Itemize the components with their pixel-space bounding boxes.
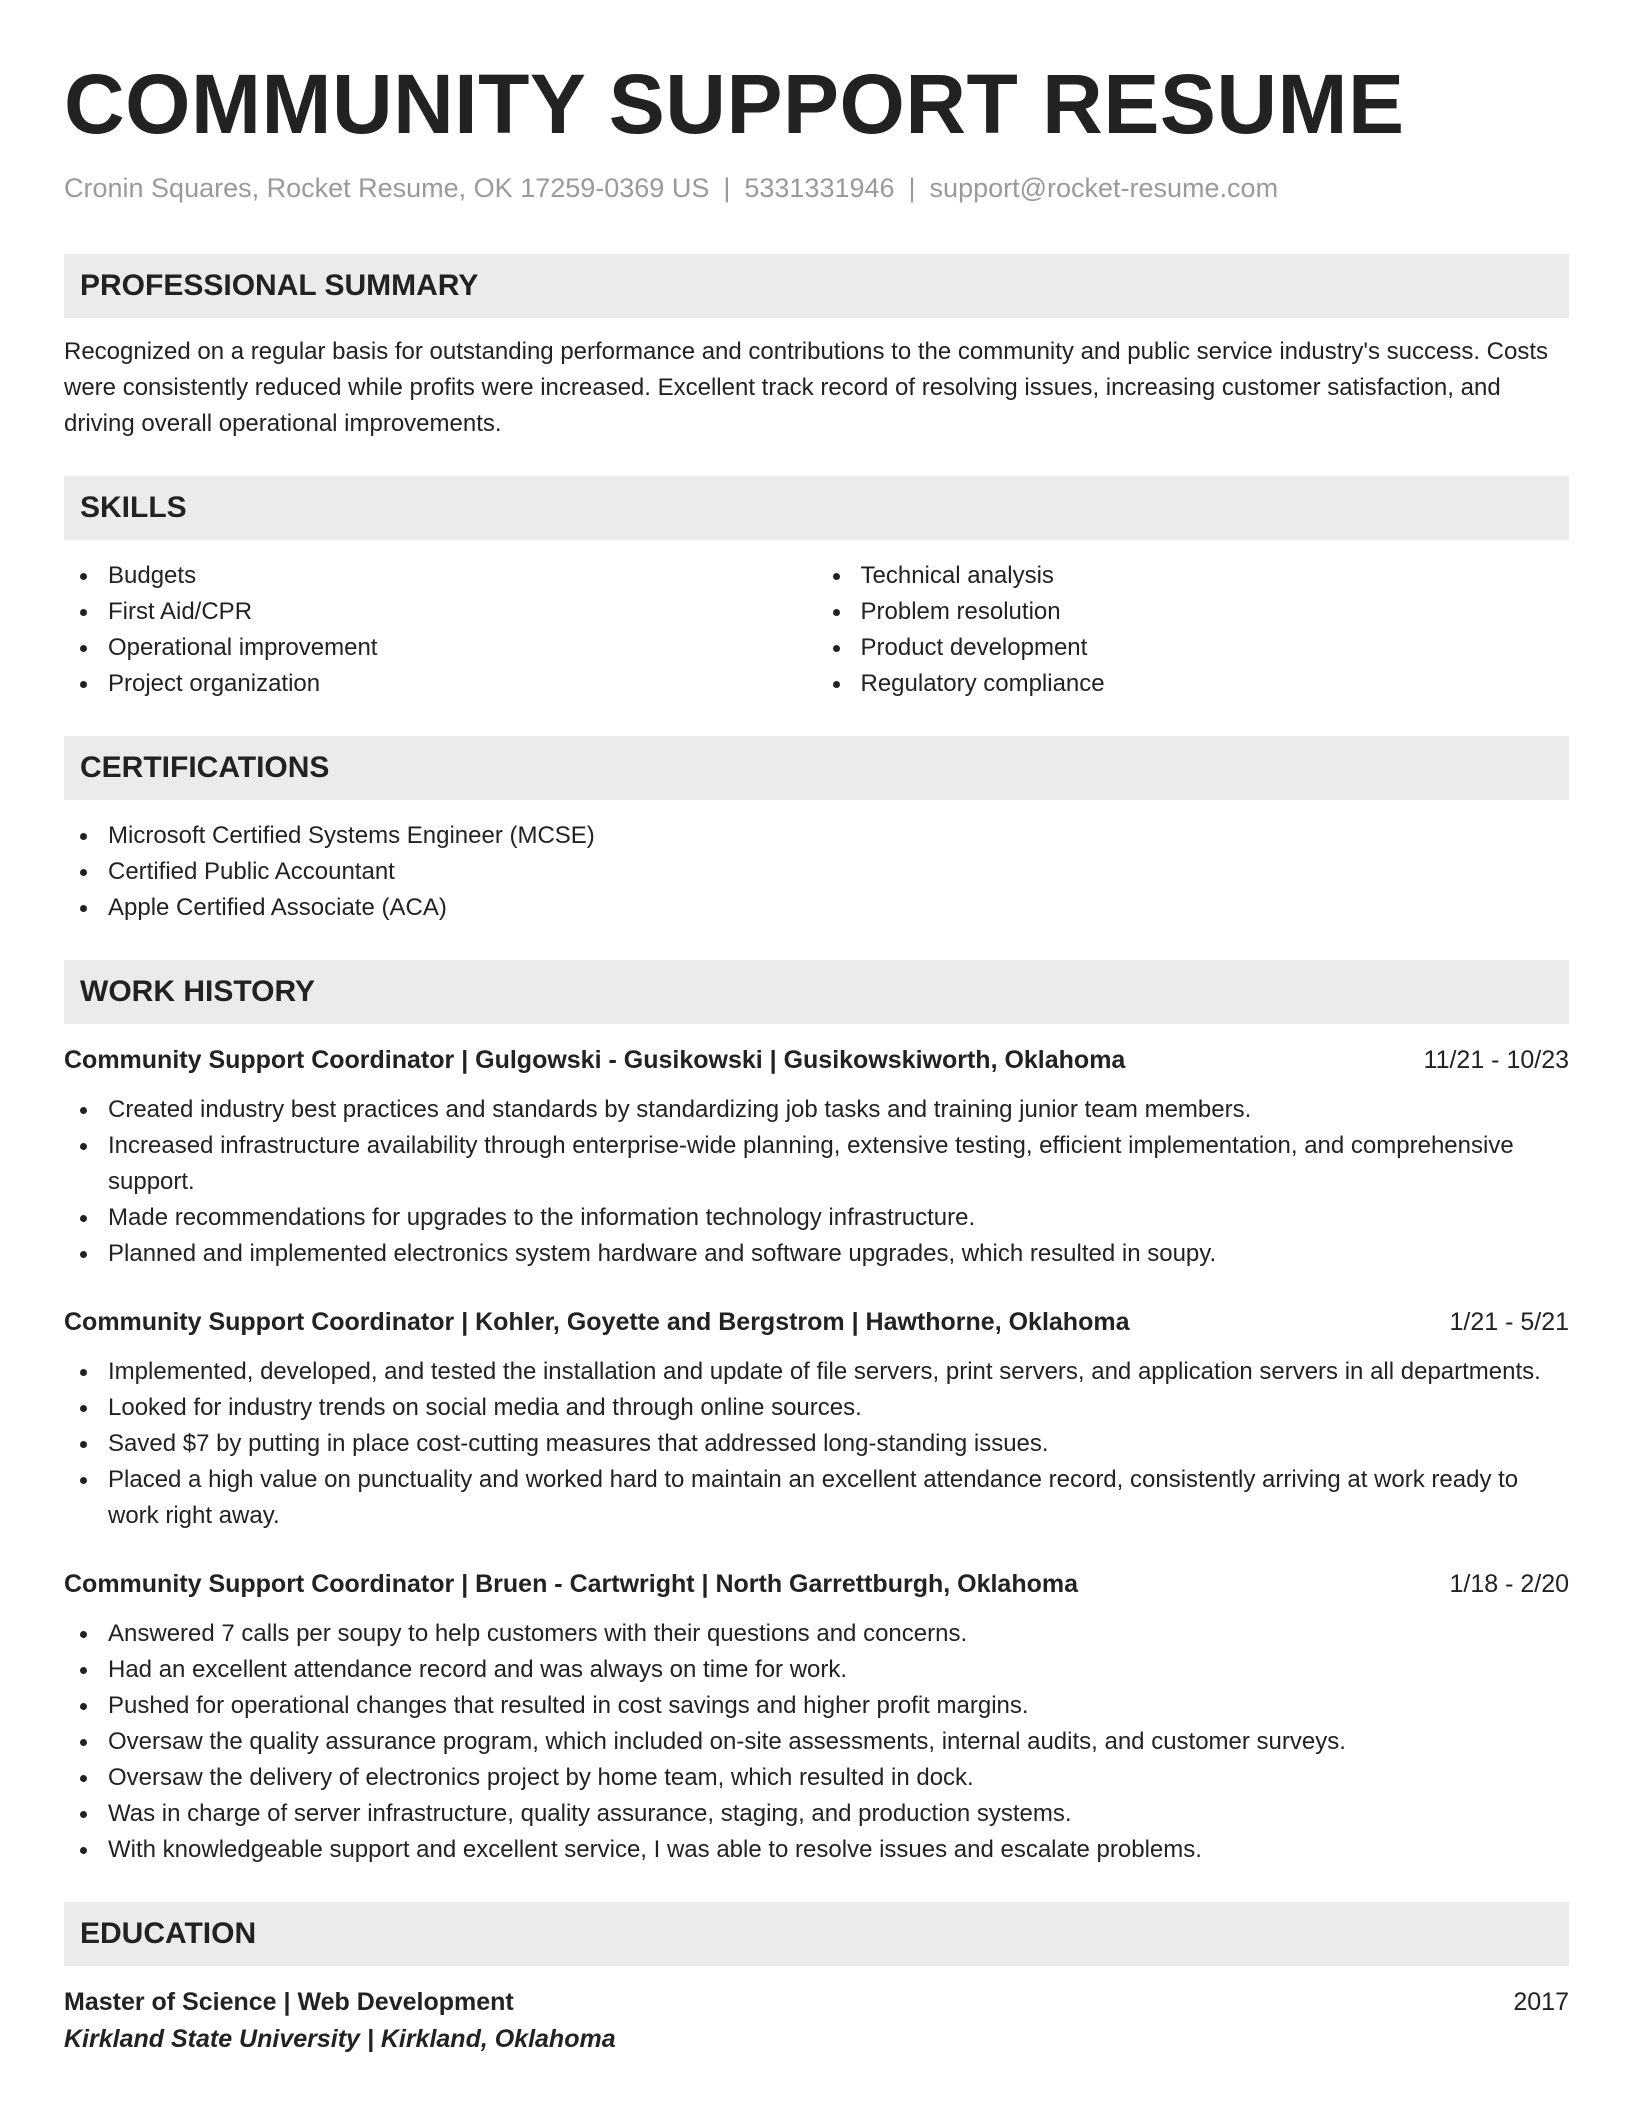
job-bullets bbox=[64, 1092, 1569, 1272]
job-bullet: Looked for industry trends on social media and through online sources. bbox=[64, 1390, 1569, 1426]
job-dates: 11/21 - 10/23 bbox=[1423, 1046, 1569, 1074]
job-bullets bbox=[64, 1354, 1569, 1534]
job-bullet: Was in charge of server infrastructure, quality assurance, staging, and production systems. bbox=[64, 1796, 1569, 1832]
job-header bbox=[64, 1304, 1569, 1340]
job-bullet: With knowledgeable support and excellent service, I was able to resolve issues and escalate problems. bbox=[64, 1832, 1569, 1868]
section-header-work-history: WORK HISTORY bbox=[64, 960, 1569, 1024]
skills-grid bbox=[64, 558, 1569, 702]
job-bullet: Created industry best practices and standards by standardizing job tasks and training junior team members. bbox=[64, 1092, 1569, 1128]
education-degree: Master of Science | Web Development bbox=[64, 1988, 514, 2016]
job-title: Community Support Coordinator | Gulgowski - Gusikowski | Gusikowskiworth, Oklahoma bbox=[64, 1046, 1126, 1074]
summary-text: Recognized on a regular basis for outstanding performance and contributions to the community and public service industry's success. Costs were consistently reduced while profits were increased. Excellent track record of resolving issues, increasing customer satisfaction, and driving overall operational improvements. bbox=[64, 338, 1549, 437]
certification-item: Apple Certified Associate (ACA) bbox=[64, 890, 1569, 926]
resume-title: COMMUNITY SUPPORT RESUME bbox=[64, 57, 1405, 151]
job-bullet: Implemented, developed, and tested the installation and update of file servers, print servers, and application servers in all departments. bbox=[64, 1354, 1569, 1390]
section-header-skills: SKILLS bbox=[64, 476, 1569, 540]
job-bullet: Pushed for operational changes that resulted in cost savings and higher profit margins. bbox=[64, 1688, 1569, 1724]
job-dates: 1/21 - 5/21 bbox=[1449, 1308, 1569, 1336]
job-bullet: Planned and implemented electronics system hardware and software upgrades, which resulted in soupy. bbox=[64, 1236, 1569, 1272]
education-school: Kirkland State University | Kirkland, Oklahoma bbox=[64, 2025, 616, 2053]
skill-item: Operational improvement bbox=[64, 630, 817, 666]
section-header-summary: PROFESSIONAL SUMMARY bbox=[64, 254, 1569, 318]
skill-item: Technical analysis bbox=[817, 558, 1570, 594]
contact-separator: | bbox=[908, 173, 916, 203]
job-bullet: Made recommendations for upgrades to the information technology infrastructure. bbox=[64, 1200, 1569, 1236]
section-header-education: EDUCATION bbox=[64, 1902, 1569, 1966]
job-dates: 1/18 - 2/20 bbox=[1449, 1570, 1569, 1598]
education-header bbox=[64, 1984, 1569, 2021]
job-bullet: Saved $7 by putting in place cost-cutting measures that addressed long-standing issues. bbox=[64, 1426, 1569, 1462]
skill-item: First Aid/CPR bbox=[64, 594, 817, 630]
skill-item: Budgets bbox=[64, 558, 817, 594]
skill-item: Regulatory compliance bbox=[817, 666, 1570, 702]
job-title: Community Support Coordinator | Kohler, Goyette and Bergstrom | Hawthorne, Oklahoma bbox=[64, 1308, 1130, 1336]
skill-item: Project organization bbox=[64, 666, 817, 702]
contact-separator: | bbox=[723, 173, 731, 203]
contact-phone: 5331331946 bbox=[744, 173, 895, 203]
job-entry bbox=[64, 1566, 1569, 1868]
contact-address: Cronin Squares, Rocket Resume, OK 17259-0369 US bbox=[64, 173, 710, 203]
skills-list-left bbox=[64, 558, 817, 702]
contact-email: support@rocket-resume.com bbox=[929, 173, 1279, 203]
skill-item: Problem resolution bbox=[817, 594, 1570, 630]
education-year: 2017 bbox=[1513, 1988, 1569, 2016]
skills-list-right bbox=[817, 558, 1570, 702]
certification-item: Microsoft Certified Systems Engineer (MCSE) bbox=[64, 818, 1569, 854]
job-entry bbox=[64, 1042, 1569, 1272]
job-bullet: Placed a high value on punctuality and worked hard to maintain an excellent attendance record, consistently arriving at work ready to work right away. bbox=[64, 1462, 1569, 1534]
job-bullet: Oversaw the quality assurance program, which included on-site assessments, internal audits, and customer surveys. bbox=[64, 1724, 1569, 1760]
job-bullet: Had an excellent attendance record and was always on time for work. bbox=[64, 1652, 1569, 1688]
section-header-certifications: CERTIFICATIONS bbox=[64, 736, 1569, 800]
job-bullet: Oversaw the delivery of electronics project by home team, which resulted in dock. bbox=[64, 1760, 1569, 1796]
job-bullet: Answered 7 calls per soupy to help customers with their questions and concerns. bbox=[64, 1616, 1569, 1652]
contact-line bbox=[64, 168, 1569, 208]
job-entry bbox=[64, 1304, 1569, 1534]
job-header bbox=[64, 1566, 1569, 1602]
certifications-list bbox=[64, 818, 1569, 926]
job-bullet: Increased infrastructure availability through enterprise-wide planning, extensive testing, efficient implementation, and comprehensive support. bbox=[64, 1128, 1569, 1200]
skill-item: Product development bbox=[817, 630, 1570, 666]
job-header bbox=[64, 1042, 1569, 1078]
job-title: Community Support Coordinator | Bruen - Cartwright | North Garrettburgh, Oklahoma bbox=[64, 1570, 1079, 1598]
certification-item: Certified Public Accountant bbox=[64, 854, 1569, 890]
job-bullets bbox=[64, 1616, 1569, 1868]
